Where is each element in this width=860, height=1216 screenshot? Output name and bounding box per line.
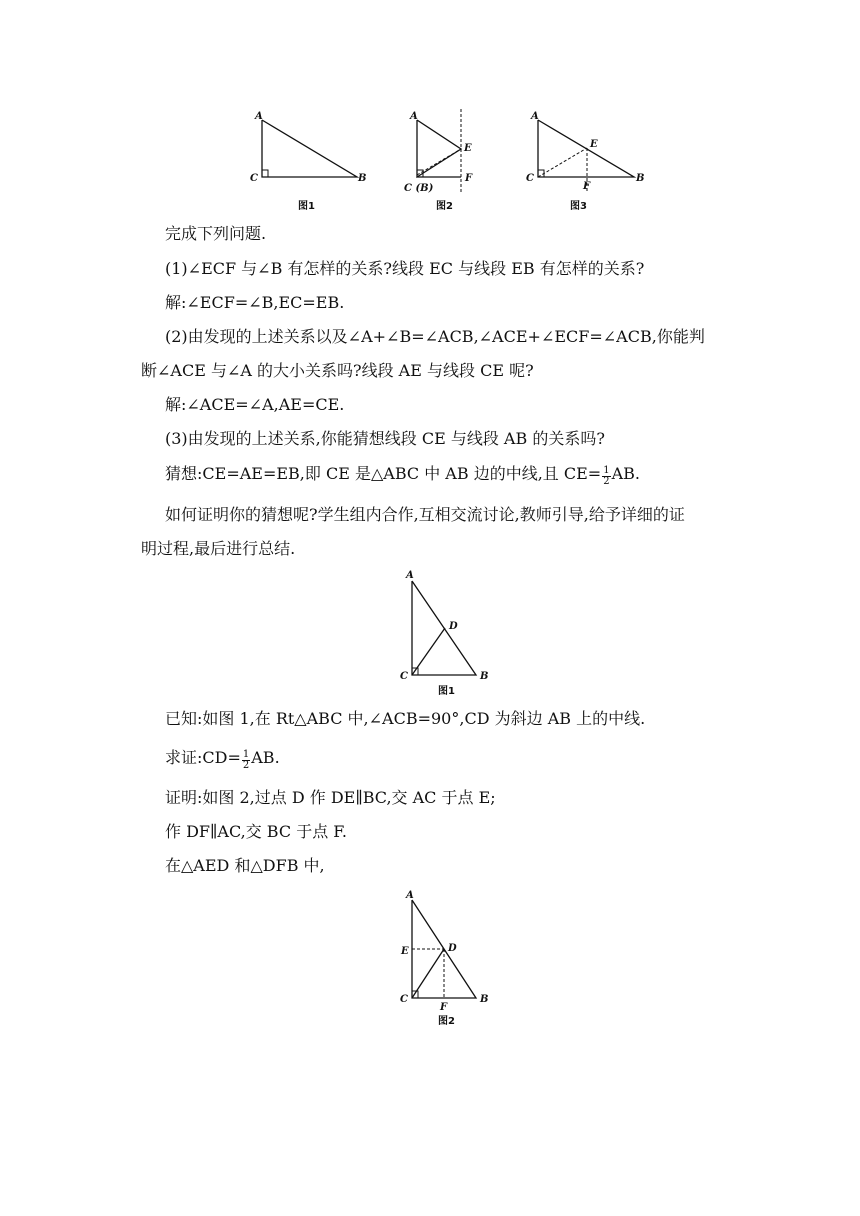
- fig1-label-b: B: [358, 173, 367, 184]
- figure-middle: [390, 566, 500, 698]
- fraction-numerator-2: 1: [242, 748, 250, 760]
- conjecture-text: 猜想:CE=AE=EB,即 CE 是△ABC 中 AB 边的中线,且 CE=: [165, 464, 602, 483]
- bottom-label-b: B: [480, 994, 489, 1005]
- text-line-8: [165, 464, 640, 487]
- text-line-1: 完成下列问题.: [165, 224, 267, 243]
- bottom-label-e: E: [401, 946, 409, 957]
- mid-label-d: D: [449, 621, 458, 632]
- fraction-denominator: 2: [603, 475, 610, 487]
- fig3-label-e: E: [590, 139, 598, 150]
- bottom-caption: 图2: [438, 1016, 455, 1027]
- figure-row-top: [240, 105, 660, 215]
- figure-bottom: [390, 888, 500, 1028]
- figure-2: [404, 109, 473, 212]
- fig2-label-cb: C (B): [404, 183, 434, 194]
- mid-label-c: C: [400, 671, 408, 682]
- fraction-denominator-2: 2: [242, 759, 250, 771]
- text-line-13: 证明:如图 2,过点 D 作 DE∥BC,交 AC 于点 E;: [165, 788, 496, 807]
- fig3-label-a: A: [531, 111, 539, 122]
- fig2-label-f: F: [465, 173, 473, 184]
- fig1-caption: 图1: [298, 201, 315, 212]
- text-line-9: 如何证明你的猜想呢?学生组内合作,互相交流讨论,教师引导,给予详细的证: [165, 505, 685, 524]
- fig3-label-c: C: [526, 173, 534, 184]
- fraction-numerator: 1: [603, 464, 610, 476]
- text-line-7: (3)由发现的上述关系,你能猜想线段 CE 与线段 AB 的关系吗?: [165, 429, 605, 448]
- conjecture-tail: AB.: [611, 464, 640, 483]
- text-line-15: 在△AED 和△DFB 中,: [165, 856, 325, 875]
- text-line-5: 断∠ACE 与∠A 的大小关系吗?线段 AE 与线段 CE 呢?: [141, 361, 534, 380]
- text-line-11: 已知:如图 1,在 Rt△ABC 中,∠ACB=90°,CD 为斜边 AB 上的中线.: [165, 709, 646, 728]
- fig3-caption: 图3: [570, 201, 587, 212]
- bottom-label-a: A: [406, 890, 414, 901]
- bottom-label-c: C: [400, 994, 408, 1005]
- mid-caption: 图1: [438, 686, 455, 697]
- text-line-12: [165, 748, 280, 771]
- fraction-half-2: [242, 750, 250, 771]
- proof-figure-svg: [390, 888, 500, 1028]
- bottom-label-f: F: [440, 1002, 448, 1013]
- median-figure-svg: [390, 566, 500, 698]
- figure-1: [250, 111, 366, 212]
- text-line-2: (1)∠ECF 与∠B 有怎样的关系?线段 EC 与线段 EB 有怎样的关系?: [165, 259, 645, 278]
- triangle-figures-svg: [240, 105, 660, 215]
- fig3-label-b: B: [636, 173, 645, 184]
- text-line-6: 解:∠ACE=∠A,AE=CE.: [165, 395, 345, 414]
- mid-label-a: A: [406, 570, 414, 581]
- fig2-label-a: A: [410, 111, 418, 122]
- text-line-10: 明过程,最后进行总结.: [141, 539, 296, 558]
- prove-tail: AB.: [251, 748, 280, 767]
- figure-3: [526, 111, 644, 212]
- fig1-label-c: C: [250, 173, 258, 184]
- fig2-caption: 图2: [436, 201, 453, 212]
- prove-text: 求证:CD=: [165, 748, 241, 767]
- fraction-half: [602, 466, 610, 487]
- bottom-label-d: D: [448, 943, 457, 954]
- fig2-label-e: E: [464, 143, 472, 154]
- text-line-4: (2)由发现的上述关系以及∠A+∠B=∠ACB,∠ACE+∠ECF=∠ACB,你能判: [165, 327, 705, 346]
- fig3-label-f: F: [583, 181, 591, 192]
- text-line-3: 解:∠ECF=∠B,EC=EB.: [165, 293, 345, 312]
- text-line-14: 作 DF∥AC,交 BC 于点 F.: [165, 822, 347, 841]
- fig1-label-a: A: [255, 111, 263, 122]
- mid-label-b: B: [480, 671, 489, 682]
